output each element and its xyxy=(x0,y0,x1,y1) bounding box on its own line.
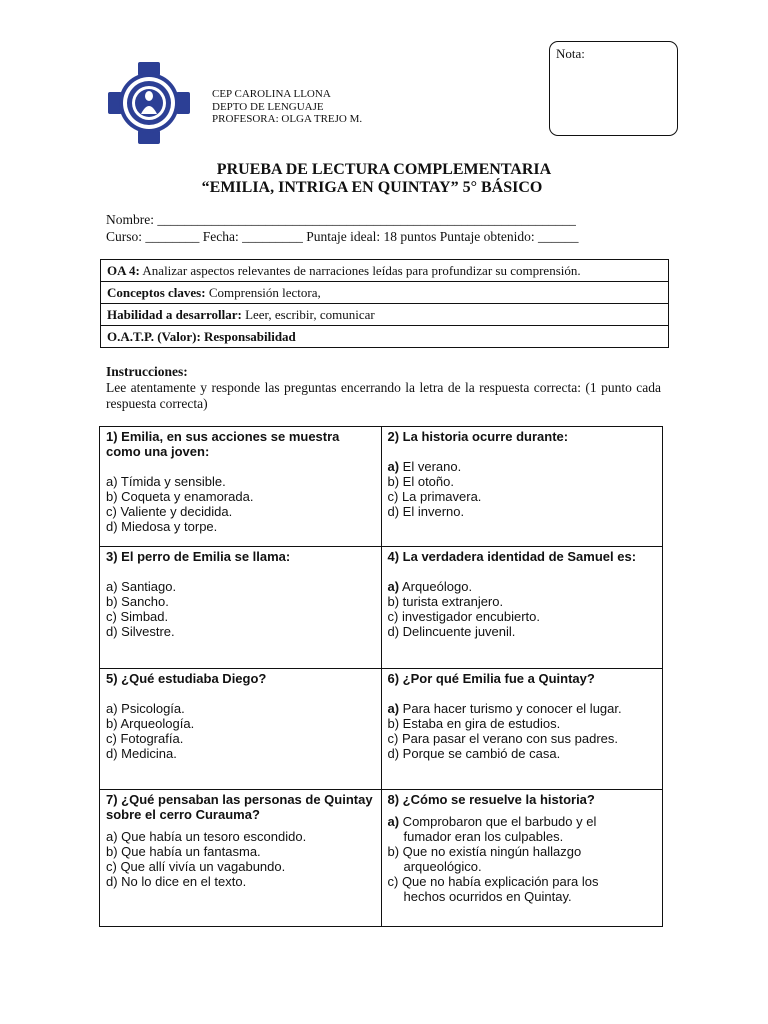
q1-option-d[interactable]: d) Miedosa y torpe. xyxy=(106,519,218,534)
q5-option-d[interactable]: d) Medicina. xyxy=(106,746,177,761)
q5-option-c[interactable]: c) Fotografía. xyxy=(106,731,184,746)
oatp-row xyxy=(101,326,669,348)
course-date-score-field[interactable]: Curso: ________ Fecha: _________ Puntaje ideal: 18 puntos Puntaje obtenido: ______ xyxy=(106,229,579,244)
concepts-row xyxy=(101,282,669,304)
question-7-text: 7) ¿Qué pensaban las personas de Quintay sobre el cerro Curauma? xyxy=(106,792,373,822)
oa-label: OA 4: xyxy=(107,262,140,278)
q7-option-a[interactable]: a) Que había un tesoro escondido. xyxy=(106,829,307,844)
question-1-text: 1) Emilia, en sus acciones se muestra como una joven: xyxy=(106,429,340,459)
questions-grid xyxy=(99,426,663,927)
q1-option-a[interactable]: a) Tímida y sensible. xyxy=(106,474,226,489)
q8-option-c[interactable]: c) Que no había explicación para los hechos ocurridos en Quintay. xyxy=(387,874,599,904)
objective-row xyxy=(101,260,669,282)
q6-option-c[interactable]: c) Para pasar el verano con sus padres. xyxy=(387,731,619,746)
objectives-table xyxy=(100,259,669,348)
name-field[interactable]: Nombre: ______________________________________________________________ xyxy=(106,212,576,227)
q4-option-b[interactable]: b) turista extranjero. xyxy=(387,594,504,609)
question-5 xyxy=(100,669,382,790)
skill-label: Habilidad a desarrollar: xyxy=(107,306,242,322)
question-8-text: 8) ¿Cómo se resuelve la historia? xyxy=(387,792,595,807)
concepts-text: Comprensión lectora, xyxy=(205,284,321,300)
q2-option-d[interactable]: d) El inverno. xyxy=(387,504,465,519)
grade-box[interactable] xyxy=(549,41,678,136)
q3-option-d[interactable]: d) Silvestre. xyxy=(106,624,175,639)
q4-option-c[interactable]: c) investigador encubierto. xyxy=(387,609,540,624)
question-2-text: 2) La historia ocurre durante: xyxy=(387,429,569,444)
question-8 xyxy=(381,790,663,927)
oa-text: Analizar aspectos relevantes de narraciones leídas para profundizar su comprensión. xyxy=(139,262,581,278)
school-info xyxy=(212,88,362,126)
question-3 xyxy=(100,547,382,669)
q4-option-a[interactable]: a) Arqueólogo. xyxy=(387,579,473,594)
question-4 xyxy=(381,547,663,669)
q6-option-d[interactable]: d) Porque se cambió de casa. xyxy=(387,746,561,761)
q5-option-b[interactable]: b) Arqueología. xyxy=(106,716,195,731)
skill-text: Leer, escribir, comunicar xyxy=(241,306,375,322)
question-5-text: 5) ¿Qué estudiaba Diego? xyxy=(106,671,267,686)
q4-option-d[interactable]: d) Delincuente juvenil. xyxy=(387,624,516,639)
q2-option-a[interactable]: a) El verano. xyxy=(387,459,462,474)
question-7 xyxy=(100,790,382,927)
q7-option-b[interactable]: b) Que había un fantasma. xyxy=(106,844,261,859)
skill-row xyxy=(101,304,669,326)
question-1 xyxy=(100,427,382,547)
q8-option-a[interactable]: a) Comprobaron que el barbudo y el fumador eran los culpables. xyxy=(387,814,597,844)
department: DEPTO DE LENGUAJE xyxy=(212,100,324,113)
question-6 xyxy=(381,669,663,790)
question-3-text: 3) El perro de Emilia se llama: xyxy=(106,549,291,564)
q7-option-d[interactable]: d) No lo dice en el texto. xyxy=(106,874,247,889)
instructions-text: Lee atentamente y responde las preguntas encerrando la letra de la respuesta correcta: (1 punto cada respuesta correcta) xyxy=(106,380,661,411)
school-logo xyxy=(108,62,190,144)
q8-option-b[interactable]: b) Que no existía ningún hallazgo arqueológico. xyxy=(387,844,582,874)
test-subtitle: “EMILIA, INTRIGA EN QUINTAY” 5° BÁSICO xyxy=(201,179,543,196)
question-2 xyxy=(381,427,663,547)
q2-option-b[interactable]: b) El otoño. xyxy=(387,474,454,489)
grade-label: Nota: xyxy=(556,46,585,61)
oatp-text: O.A.T.P. (Valor): Responsabilidad xyxy=(107,328,296,344)
q7-option-c[interactable]: c) Que allí vivía un vagabundo. xyxy=(106,859,286,874)
test-title: PRUEBA DE LECTURA COMPLEMENTARIA xyxy=(216,161,552,178)
concepts-label: Conceptos claves: xyxy=(107,284,206,300)
instructions-heading: Instrucciones: xyxy=(106,364,188,379)
q2-option-c[interactable]: c) La primavera. xyxy=(387,489,482,504)
q3-option-c[interactable]: c) Simbad. xyxy=(106,609,169,624)
question-6-text: 6) ¿Por qué Emilia fue a Quintay? xyxy=(387,671,595,686)
q6-option-b[interactable]: b) Estaba en gira de estudios. xyxy=(387,716,561,731)
q3-option-b[interactable]: b) Sancho. xyxy=(106,594,169,609)
q1-option-c[interactable]: c) Valiente y decidida. xyxy=(106,504,233,519)
q3-option-a[interactable]: a) Santiago. xyxy=(106,579,177,594)
q6-option-a[interactable]: a) Para hacer turismo y conocer el lugar. xyxy=(387,701,622,716)
q1-option-b[interactable]: b) Coqueta y enamorada. xyxy=(106,489,254,504)
q5-option-a[interactable]: a) Psicología. xyxy=(106,701,185,716)
school-name: CEP CAROLINA LLONA xyxy=(212,88,331,100)
question-4-text: 4) La verdadera identidad de Samuel es: xyxy=(387,549,637,564)
teacher: PROFESORA: OLGA TREJO M. xyxy=(212,113,363,125)
